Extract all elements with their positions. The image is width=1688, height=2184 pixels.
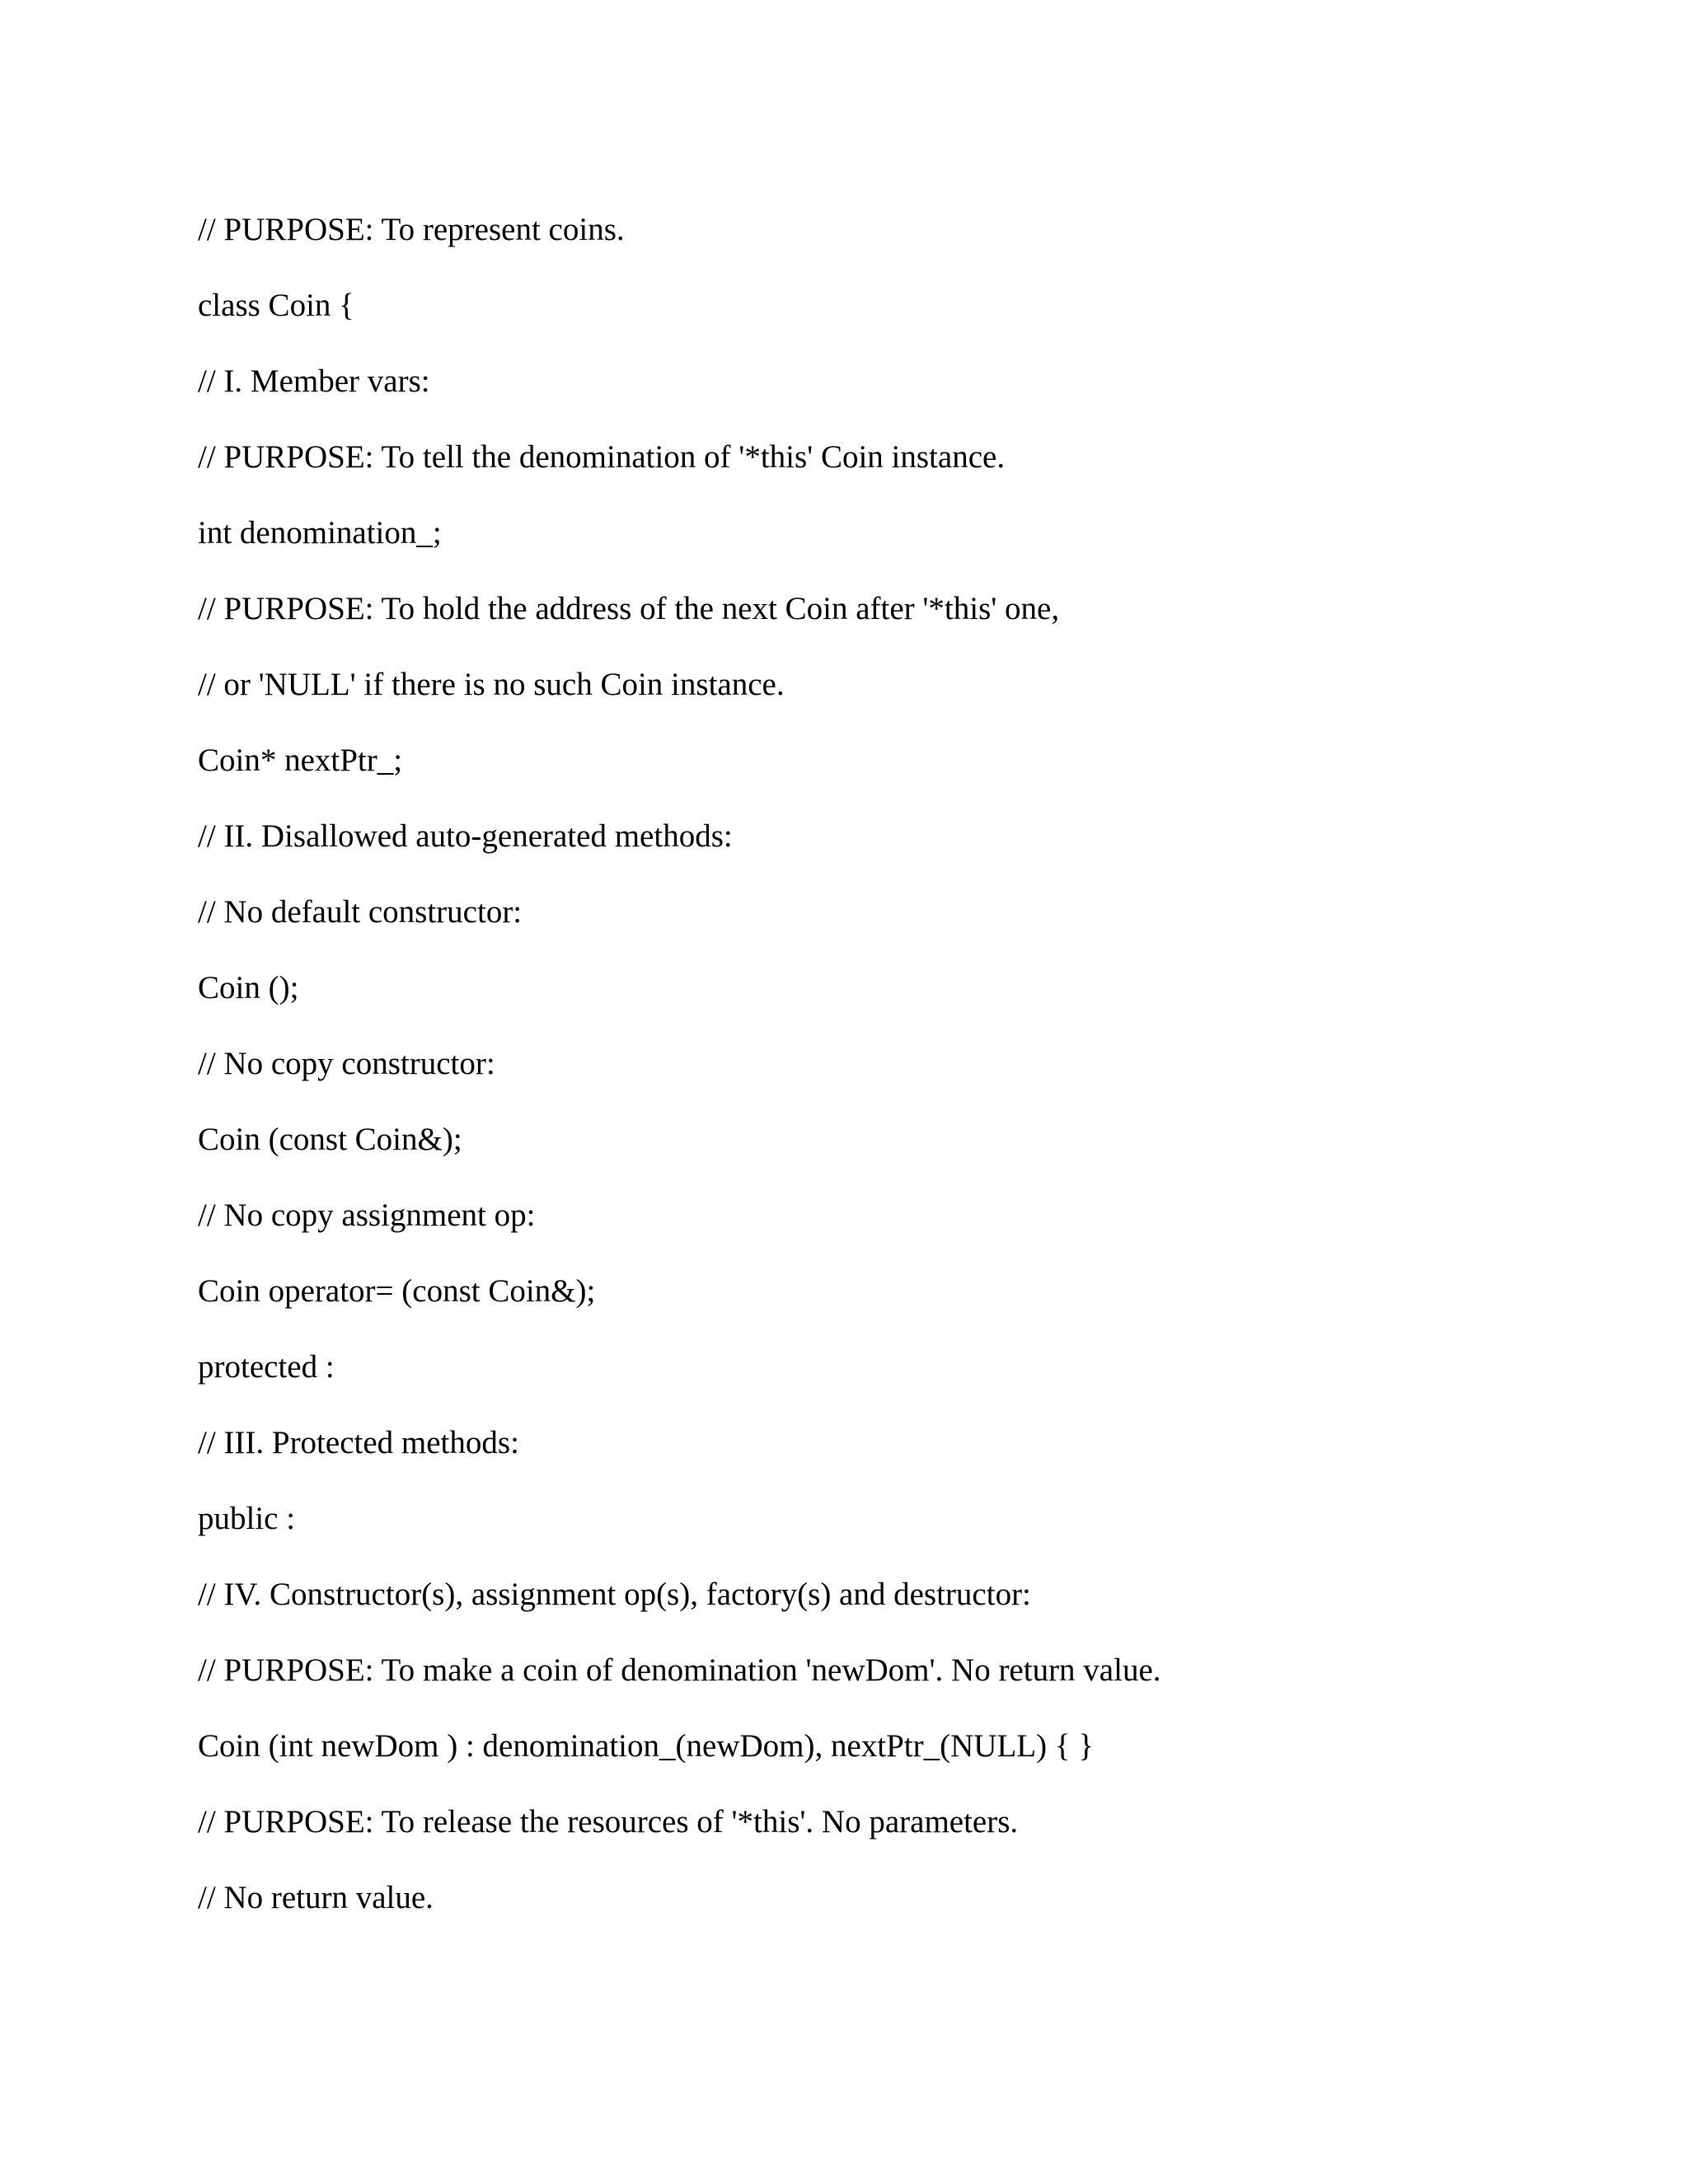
code-listing bbox=[198, 192, 1599, 1936]
code-line-ctors-comment: // IV. Constructor(s), assignment op(s), factory(s) and destructor: bbox=[198, 1577, 1031, 1612]
code-line-denomination-comment: // PURPOSE: To tell the denomination of '*this' Coin instance. bbox=[198, 439, 1006, 475]
code-line-ctor-purpose-comment: // PURPOSE: To make a coin of denomination 'newDom'. No return value. bbox=[198, 1652, 1161, 1688]
code-line-no-copy-ctor-comment: // No copy constructor: bbox=[198, 1046, 495, 1081]
code-line-protected-methods-comment: // III. Protected methods: bbox=[198, 1425, 519, 1460]
code-line-nextptr-var: Coin* nextPtr_; bbox=[198, 743, 403, 778]
code-line-disallowed-comment: // II. Disallowed auto-generated methods: bbox=[198, 818, 733, 854]
code-line-no-copy-assign-comment: // No copy assignment op: bbox=[198, 1197, 536, 1233]
code-line-purpose-comment: // PURPOSE: To represent coins. bbox=[198, 212, 625, 247]
code-line-protected: protected : bbox=[198, 1349, 335, 1385]
code-line-member-vars-comment: // I. Member vars: bbox=[198, 363, 430, 399]
code-line-denomination-var: int denomination_; bbox=[198, 515, 442, 551]
code-line-nextptr-comment-cont: // or 'NULL' if there is no such Coin instance. bbox=[198, 667, 785, 702]
code-line-copy-assign: Coin operator= (const Coin&); bbox=[198, 1273, 596, 1309]
code-line-ctor-definition: Coin (int newDom ) : denomination_(newDom), nextPtr_(NULL) { } bbox=[198, 1728, 1095, 1764]
code-line-dtor-return-comment: // No return value. bbox=[198, 1880, 434, 1915]
code-line-no-default-ctor-comment: // No default constructor: bbox=[198, 894, 523, 930]
code-line-nextptr-comment: // PURPOSE: To hold the address of the next Coin after '*this' one, bbox=[198, 591, 1060, 626]
code-line-copy-ctor: Coin (const Coin&); bbox=[198, 1122, 462, 1157]
code-line-default-ctor: Coin (); bbox=[198, 970, 299, 1005]
code-line-class-declaration: class Coin { bbox=[198, 288, 354, 323]
code-line-public: public : bbox=[198, 1501, 296, 1536]
code-line-dtor-purpose-comment: // PURPOSE: To release the resources of '*this'. No parameters. bbox=[198, 1804, 1019, 1840]
